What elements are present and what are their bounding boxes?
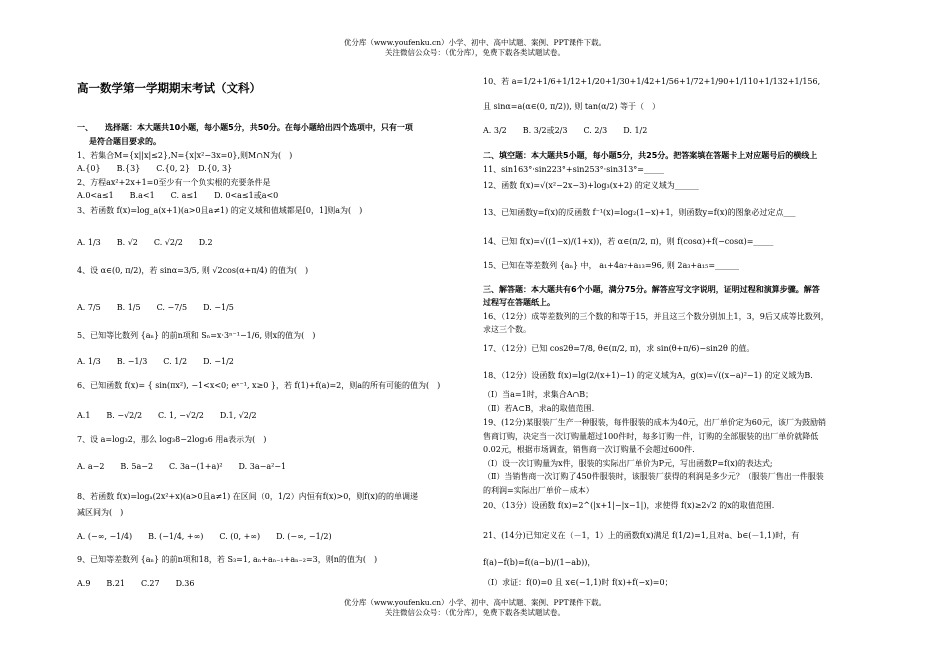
question-5: 5、已知等比数列 {aₙ} 的前n项和 Sₙ=x·3ⁿ⁻¹−1/6, 则x的值为( ) <box>77 331 316 340</box>
question-10-options: A. 3/2 B. 3/2或2/3 C. 2/3 D. 1/2 <box>483 126 648 135</box>
question-19-cont-1: 售商订购，决定当一次订购量超过100件时，每多订购一件，订购的全部服装的出厂单价就降低 <box>483 432 819 441</box>
question-1: 1、若集合M={x||x|≤2},N={x|x²−3x=0},则M∩N为( ) <box>77 151 293 160</box>
question-4: 4、设 α∈(0, π/2)，若 sinα=3/5, 则 √2cos(α+π/4) 的值为( ) <box>77 266 309 275</box>
page-header <box>0 38 950 58</box>
question-13: 13、已知函数y=f(x)的反函数 f⁻¹(x)=log₂(1−x)+1，则函数y=f(x)的图象必过定点___ <box>483 208 796 217</box>
question-10: 10、若 a=1/2+1/6+1/12+1/20+1/30+1/42+1/56+1/72+1/90+1/110+1/132+1/156, <box>483 77 821 86</box>
question-1-options: A.{0} B.{3} C.{0, 2} D.{0, 3} <box>77 164 233 173</box>
question-21-part-1: （Ⅰ）求证：f(0)=0 且 x∈(−1,1)时 f(x)+f(−x)=0； <box>483 578 673 587</box>
question-18: 18、（12分）设函数 f(x)=lg(2/(x+1)−1) 的定义域为A，g(x)=√((x−a)²−1) 的定义域为B. <box>483 371 813 380</box>
question-2: 2、方程ax²+2x+1=0至少有一个负实根的充要条件是 <box>77 178 271 187</box>
footer-line-2: 关注微信公众号：（优分库），免费下载各类试题试卷。 <box>385 608 565 617</box>
question-21-cont: f(a)−f(b)=f((a−b)/(1−ab))， <box>483 558 596 567</box>
question-16-cont: 求这三个数。 <box>483 325 531 334</box>
question-8: 8、若函数 f(x)=logₐ(2x²+x)(a>0且a≠1) 在区间（0，1/2）内恒有f(x)>0，则f(x)的的单调递 <box>77 492 418 501</box>
question-7-options: A. a−2 B. 5a−2 C. 3a−(1+a)² D. 3a−a²−1 <box>77 462 287 471</box>
exam-title: 高一数学第一学期期末考试（文科） <box>77 81 261 95</box>
section3-heading: 三、解答题：本大题共有6个小题，满分75分。解答应写文字说明，证明过程和演算步骤。解答 <box>483 285 820 294</box>
question-2-options: A.0<a≤1 B.a<1 C. a≤1 D. 0<a≤1或a<0 <box>77 191 279 200</box>
question-12: 12、函数 f(x)=√(x²−2x−3)+log₃(x+2) 的定义域为______ <box>483 181 699 190</box>
question-3: 3、若函数 f(x)=log_a(x+1)(a>0且a≠1) 的定义域和值域都是[0，1]则a为( ) <box>77 206 363 215</box>
question-19-part-2: （Ⅱ）当销售商一次订购了450件服装时，该服装厂获得的利润是多少元？（服装厂售出一件服装 <box>483 472 824 481</box>
question-9: 9、已知等差数列 {aₙ} 的前n项和18，若 S₃=1, aₙ+aₙ₋₁+aₙ₋₂=3，则n的值为( ) <box>77 555 378 564</box>
header-line-1: 优分库（www.youfenku.cn）小学、初中、高中试题、案例、PPT课件下载。 <box>343 38 607 47</box>
question-6-options: A.1 B. −√2/2 C. 1, −√2/2 D.1, √2/2 <box>77 411 257 420</box>
question-15: 15、已知在等差数列 {aₙ} 中， a₁+4a₇+a₁₃=96, 则 2a₃+a₁₅=______ <box>483 261 740 270</box>
question-17: 17、（12分）已知 cos2θ=7/8, θ∈(π/2, π)，求 sin(θ+π/6)−sin2θ 的值。 <box>483 344 755 353</box>
question-6: 6、已知函数 f(x)= { sin(πx²), −1<x<0; eˣ⁻¹, x≥0 }，若 f(1)+f(a)=2，则a的所有可能的值为( ) <box>77 381 441 390</box>
question-19-part-1: （Ⅰ）设一次订购量为x件，服装的实际出厂单价为P元，写出函数P=f(x)的表达式; <box>483 459 773 468</box>
section2-heading: 二、填空题：本大题共5小题，每小题5分，共25分。把答案填在答题卡上对应题号后的横线上 <box>483 151 818 160</box>
question-9-options: A.9 B.21 C.27 D.36 <box>77 579 195 588</box>
question-19-part-2-cont: 的利润=实际出厂单价－成本） <box>483 486 594 495</box>
page-footer <box>0 598 950 618</box>
question-18-part-1: （Ⅰ）当a=1时，求集合A∩B； <box>483 390 594 399</box>
question-8-options: A. (−∞, −1/4) B. (−1/4, +∞) C. (0, +∞) D. (−∞, −1/2) <box>77 532 332 541</box>
question-8-cont: 减区间为( ) <box>77 508 124 517</box>
question-4-options: A. 7/5 B. 1/5 C. −7/5 D. −1/5 <box>77 303 234 312</box>
question-21: 21、(14分)已知定义在（－1，1）上的函数f(x)满足 f(1/2)=1,且对a、b∈(－1,1)时，有 <box>483 531 800 540</box>
question-7: 7、设 a=log₃2，那么 log₃8−2log₃6 用a表示为( ) <box>77 435 267 444</box>
question-14: 14、已知 f(x)=√((1−x)/(1+x))，若 α∈(π/2, π)，则 f(cosα)+f(−cosα)=_____ <box>483 237 774 246</box>
footer-line-1: 优分库（www.youfenku.cn）小学、初中、高中试题、案例、PPT课件下载。 <box>343 598 607 607</box>
section1-heading-cont: 是符合题目要求的。 <box>89 137 161 146</box>
question-3-options: A. 1/3 B. √2 C. √2/2 D.2 <box>77 238 213 247</box>
header-line-2: 关注微信公众号：（优分库），免费下载各类试题试卷。 <box>385 48 565 57</box>
question-18-part-2: （Ⅱ）若A⊂B，求a的取值范围. <box>483 404 595 413</box>
question-19-cont-2: 0.02元，根据市场调查，销售商一次订购量不会超过600件. <box>483 445 695 454</box>
question-11: 11、sin163°·sin223°+sin253°·sin313°=_____ <box>483 165 665 174</box>
question-19: 19、(12分)某服装厂生产一种服装，每件服装的成本为40元，出厂单价定为60元，该厂为鼓励销 <box>483 418 826 427</box>
question-5-options: A. 1/3 B. −1/3 C. 1/2 D. −1/2 <box>77 357 234 366</box>
question-16: 16、（12分）成等差数列的三个数的和等于15，并且这三个数分别加上1，3，9后又成等比数列， <box>483 312 829 321</box>
section1-heading: 一、 选择题：本大题共10小题，每小题5分，共50分。在每小题给出四个选项中，只有一项 <box>77 123 413 132</box>
section3-heading-cont: 过程写在答题纸上。 <box>483 298 555 307</box>
question-20: 20、（13分）设函数 f(x)=2^(|x+1|−|x−1|)，求使得 f(x)≥2√2 的x的取值范围. <box>483 501 775 510</box>
question-10-cont: 且 sinα=a(α∈(0, π/2)), 则 tan(α/2) 等于（ ） <box>483 102 660 111</box>
